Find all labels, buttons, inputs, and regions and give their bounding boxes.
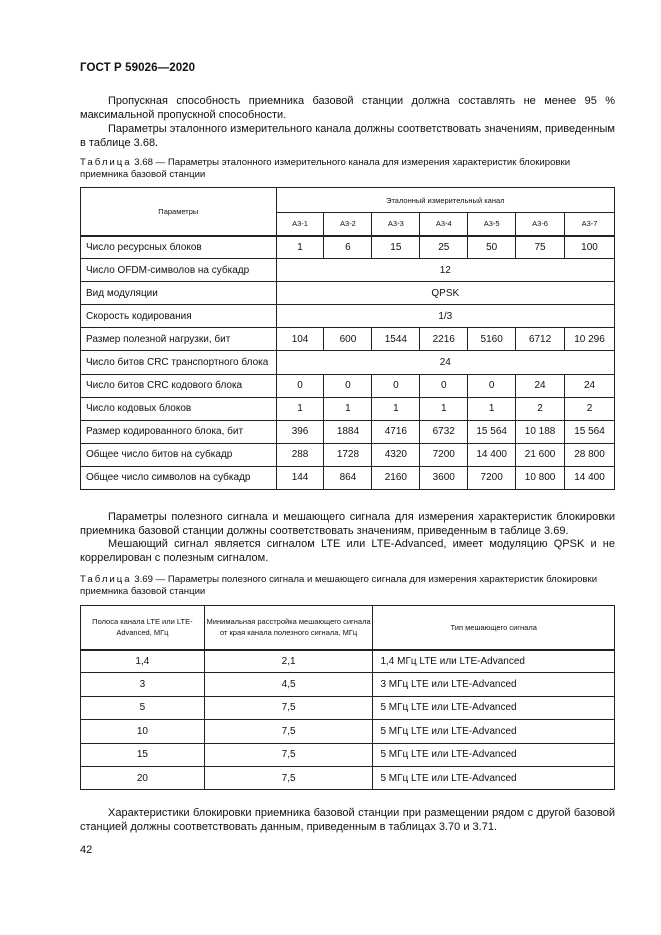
parameter-value: 15 xyxy=(372,236,420,259)
parameter-value: 0 xyxy=(420,374,468,397)
parameter-name: Общее число символов на субкадр xyxy=(81,466,277,489)
table-3-68 xyxy=(80,187,615,490)
table-row xyxy=(81,374,615,397)
table-row xyxy=(81,766,615,789)
header-channel-bandwidth: Полоса канала LTE или LTE-Advanced, МГц xyxy=(81,606,205,650)
min-offset-cell: 7,5 xyxy=(204,743,373,766)
parameter-value: 10 296 xyxy=(565,328,615,351)
parameter-value: 0 xyxy=(372,374,420,397)
parameter-name: Число ресурсных блоков xyxy=(81,236,277,259)
parameter-value: 2216 xyxy=(420,328,468,351)
parameter-name: Размер кодированного блока, бит xyxy=(81,420,277,443)
min-offset-cell: 4,5 xyxy=(204,673,373,696)
paragraph-colocation: Характеристики блокировки приемника базовой станции при размещении рядом с другой базовой станцией должны соответствовать данным, приведенным в таблицах 3.70 и 3.71. xyxy=(80,807,615,833)
caption-text: 3.68 — Параметры эталонного измерительного канала для измерения характеристик блокировки приемника базовой станции xyxy=(80,157,571,180)
parameter-value: 25 xyxy=(420,236,468,259)
table-3-68-body xyxy=(81,236,615,490)
parameter-name: Вид модуляции xyxy=(81,282,277,305)
parameter-value: 2 xyxy=(565,397,615,420)
paragraph-throughput: Пропускная способность приемника базовой станции должна составлять не менее 95 % максимальной пропускной способности. xyxy=(80,95,615,121)
header-channel: А3-7 xyxy=(565,213,615,236)
parameter-value: 1 xyxy=(468,397,516,420)
caption-label: Таблица xyxy=(80,157,132,168)
parameter-name: Общее число битов на субкадр xyxy=(81,443,277,466)
interferer-type-cell: 5 МГц LTE или LTE-Advanced xyxy=(373,743,615,766)
page-number: 42 xyxy=(80,844,93,856)
table-row xyxy=(81,397,615,420)
parameter-name: Число битов CRC транспортного блока xyxy=(81,351,277,374)
interferer-type-cell: 5 МГц LTE или LTE-Advanced xyxy=(373,766,615,789)
parameter-value: 0 xyxy=(324,374,372,397)
parameter-value: 600 xyxy=(324,328,372,351)
table-row xyxy=(81,259,615,282)
parameter-name: Число битов CRC кодового блока xyxy=(81,374,277,397)
parameter-value: 0 xyxy=(276,374,324,397)
parameter-value: 288 xyxy=(276,443,324,466)
table-row xyxy=(81,420,615,443)
caption-text: 3.69 — Параметры полезного сигнала и мешающего сигнала для измерения характеристик блокировки приемника базовой станции xyxy=(80,574,598,597)
parameter-value: 1884 xyxy=(324,420,372,443)
parameter-value: 864 xyxy=(324,466,372,489)
parameter-value: 1 xyxy=(372,397,420,420)
parameter-value: 396 xyxy=(276,420,324,443)
parameter-value: 1 xyxy=(420,397,468,420)
parameter-value: 28 800 xyxy=(565,443,615,466)
table-row xyxy=(81,443,615,466)
parameter-name: Число кодовых блоков xyxy=(81,397,277,420)
parameter-value: 14 400 xyxy=(565,466,615,489)
table-row xyxy=(81,720,615,743)
channel-bandwidth-cell: 3 xyxy=(81,673,205,696)
min-offset-cell: 7,5 xyxy=(204,766,373,789)
table-3-68-caption xyxy=(80,157,620,181)
table-row xyxy=(81,282,615,305)
table-3-69 xyxy=(80,605,615,790)
parameter-value: 1 xyxy=(276,397,324,420)
parameter-value: 0 xyxy=(468,374,516,397)
channel-bandwidth-cell: 20 xyxy=(81,766,205,789)
interferer-type-cell: 1,4 МГц LTE или LTE-Advanced xyxy=(373,650,615,673)
interferer-type-cell: 5 МГц LTE или LTE-Advanced xyxy=(373,720,615,743)
table-row xyxy=(81,236,615,259)
parameter-value: 75 xyxy=(516,236,565,259)
parameter-value: 10 800 xyxy=(516,466,565,489)
parameter-value: 4716 xyxy=(372,420,420,443)
interferer-type-cell: 3 МГц LTE или LTE-Advanced xyxy=(373,673,615,696)
parameter-value: 2 xyxy=(516,397,565,420)
table-row xyxy=(81,696,615,719)
table-row xyxy=(81,328,615,351)
header-interferer-type: Тип мешающего сигнала xyxy=(373,606,615,650)
interferer-type-cell: 5 МГц LTE или LTE-Advanced xyxy=(373,696,615,719)
parameter-value: 1544 xyxy=(372,328,420,351)
parameter-value: 6732 xyxy=(420,420,468,443)
parameter-value: 24 xyxy=(516,374,565,397)
parameter-value: 1 xyxy=(276,236,324,259)
table-row xyxy=(81,351,615,374)
parameter-value: 6 xyxy=(324,236,372,259)
header-channel: А3-1 xyxy=(276,213,324,236)
table-3-69-caption xyxy=(80,574,620,598)
table-row xyxy=(81,466,615,489)
parameter-value: 144 xyxy=(276,466,324,489)
document-header: ГОСТ Р 59026—2020 xyxy=(80,62,196,74)
parameter-value: 1728 xyxy=(324,443,372,466)
paragraph-reference-channel: Параметры эталонного измерительного канала должны соответствовать значениям, приведенным в таблице 3.68. xyxy=(80,123,615,149)
table-row xyxy=(81,650,615,673)
min-offset-cell: 2,1 xyxy=(204,650,373,673)
parameter-value: 2160 xyxy=(372,466,420,489)
min-offset-cell: 7,5 xyxy=(204,720,373,743)
paragraph-signal-params: Параметры полезного сигнала и мешающего сигнала для измерения характеристик блокировки приемника базовой станции должны соответствовать значениям, приведенным в таблице 3.69. xyxy=(80,511,615,537)
header-channel: А3-6 xyxy=(516,213,565,236)
parameter-value: 5160 xyxy=(468,328,516,351)
parameter-value: 15 564 xyxy=(468,420,516,443)
header-min-offset: Минимальная расстройка мешающего сигнала от края канала полезного сигнала, МГц xyxy=(204,606,373,650)
parameter-value: 24 xyxy=(276,351,614,374)
table-row xyxy=(81,743,615,766)
parameter-value: 7200 xyxy=(468,466,516,489)
parameter-value: 15 564 xyxy=(565,420,615,443)
parameter-value: 3600 xyxy=(420,466,468,489)
parameter-value: 1/3 xyxy=(276,305,614,328)
parameter-value: 10 188 xyxy=(516,420,565,443)
parameter-value: 7200 xyxy=(420,443,468,466)
parameter-value: 6712 xyxy=(516,328,565,351)
caption-label: Таблица xyxy=(80,574,132,585)
channel-bandwidth-cell: 1,4 xyxy=(81,650,205,673)
header-channel: А3-4 xyxy=(420,213,468,236)
parameter-value: 4320 xyxy=(372,443,420,466)
parameter-value: 14 400 xyxy=(468,443,516,466)
table-row xyxy=(81,673,615,696)
parameter-name: Число OFDM-символов на субкадр xyxy=(81,259,277,282)
parameter-name: Размер полезной нагрузки, бит xyxy=(81,328,277,351)
parameter-value: QPSK xyxy=(276,282,614,305)
parameter-value: 100 xyxy=(565,236,615,259)
min-offset-cell: 7,5 xyxy=(204,696,373,719)
parameter-value: 50 xyxy=(468,236,516,259)
table-row xyxy=(81,305,615,328)
channel-bandwidth-cell: 15 xyxy=(81,743,205,766)
header-parameters: Параметры xyxy=(81,188,277,236)
header-channel: А3-2 xyxy=(324,213,372,236)
channel-bandwidth-cell: 10 xyxy=(81,720,205,743)
parameter-value: 21 600 xyxy=(516,443,565,466)
table-3-69-body xyxy=(81,650,615,790)
parameter-value: 104 xyxy=(276,328,324,351)
parameter-value: 12 xyxy=(276,259,614,282)
header-reference-channel: Эталонный измерительный канал xyxy=(276,188,614,213)
parameter-name: Скорость кодирования xyxy=(81,305,277,328)
channel-bandwidth-cell: 5 xyxy=(81,696,205,719)
parameter-value: 24 xyxy=(565,374,615,397)
parameter-value: 1 xyxy=(324,397,372,420)
paragraph-interferer: Мешающий сигнал является сигналом LTE или LTE-Advanced, имеет модуляцию QPSK и не коррелирован с полезным сигналом. xyxy=(80,538,615,564)
header-channel: А3-3 xyxy=(372,213,420,236)
header-channel: А3-5 xyxy=(468,213,516,236)
